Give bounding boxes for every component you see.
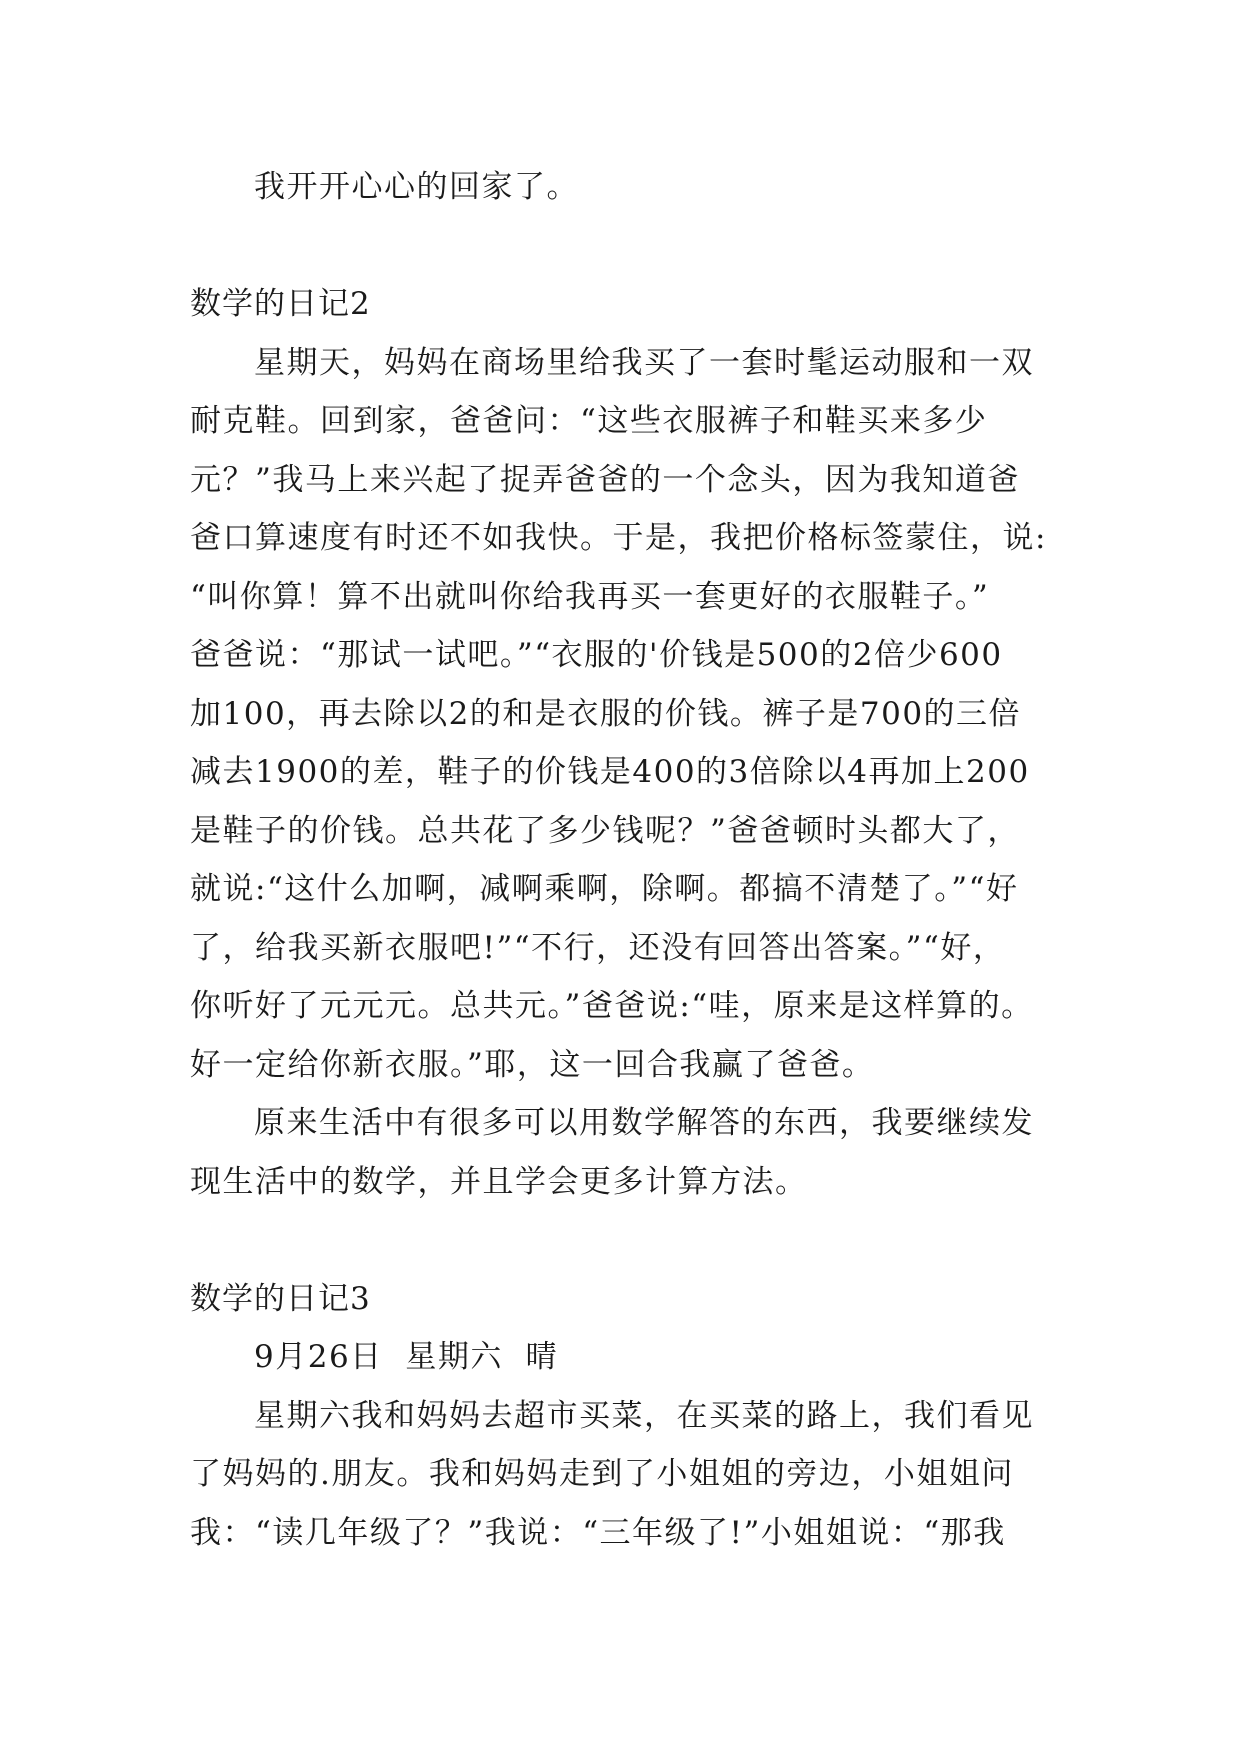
paragraph-line: 就说:“这什么加啊，减啊乘啊，除啊。都搞不清楚了。”“好	[190, 871, 1019, 907]
paragraph-line: 加100，再去除以2的和是衣服的价钱。裤子是700的三倍	[190, 695, 1022, 732]
section-gap	[190, 1211, 1052, 1270]
document-body	[190, 158, 1052, 1562]
paragraph-line: 你听好了元元元。总共元。”爸爸说:“哇，原来是这样算的。	[190, 988, 1034, 1024]
paragraph-line: 星期天，妈妈在商场里给我买了一套时髦运动服和一双	[254, 344, 1034, 381]
paragraph-line: 耐克鞋。回到家，爸爸问：“这些衣服裤子和鞋买来多少	[190, 403, 988, 439]
paragraph-line: 好一定给你新衣服。”耶，这一回合我赢了爸爸。	[190, 1046, 875, 1083]
paragraph-line: 现生活中的数学，并且学会更多计算方法。	[190, 1163, 808, 1200]
closing-line: 我开开心心的回家了。	[254, 169, 579, 205]
paragraph-line: 我：“读几年级了？”我说：“三年级了!”小姐姐说：“那我	[190, 1514, 1006, 1551]
section-2-paragraph-1	[190, 334, 1052, 1095]
paragraph-line: 了妈妈的.朋友。我和妈妈走到了小姐姐的旁边，小姐姐问	[190, 1456, 1014, 1492]
section-3-title: 数学的日记3	[190, 1280, 371, 1317]
paragraph-line: “叫你算！算不出就叫你给我再买一套更好的衣服鞋子。”	[190, 578, 990, 615]
paragraph-line: 爸口算速度有时还不如我快。于是，我把价格标签蒙住，说:	[190, 520, 1047, 556]
paragraph-line: 是鞋子的价钱。总共花了多少钱呢？”爸爸顿时头都大了，	[190, 812, 1020, 849]
paragraph-line: 减去1900的差，鞋子的价钱是400的3倍除以4再加上200	[190, 754, 1030, 790]
paragraph-line: 星期六我和妈妈去超市买菜，在买菜的路上，我们看见	[254, 1397, 1034, 1434]
section-3-date-line: 9月26日 星期六 晴	[254, 1339, 559, 1375]
section-2-paragraph-2	[190, 1094, 1052, 1211]
section-2-title: 数学的日记2	[190, 286, 371, 322]
paragraph-line: 元？”我马上来兴起了捉弄爸爸的一个念头，因为我知道爸	[190, 461, 1020, 498]
section-gap	[190, 217, 1052, 276]
section-3-paragraph-1	[190, 1387, 1052, 1563]
paragraph-line: 原来生活中有很多可以用数学解答的东西，我要继续发	[254, 1105, 1034, 1141]
paragraph-line: 了，给我买新衣服吧!”“不行，还没有回答出答案。”“好，	[190, 929, 1006, 966]
paragraph-line: 爸爸说：“那试一试吧。”“衣服的'价钱是500的2倍少600	[190, 637, 1003, 673]
